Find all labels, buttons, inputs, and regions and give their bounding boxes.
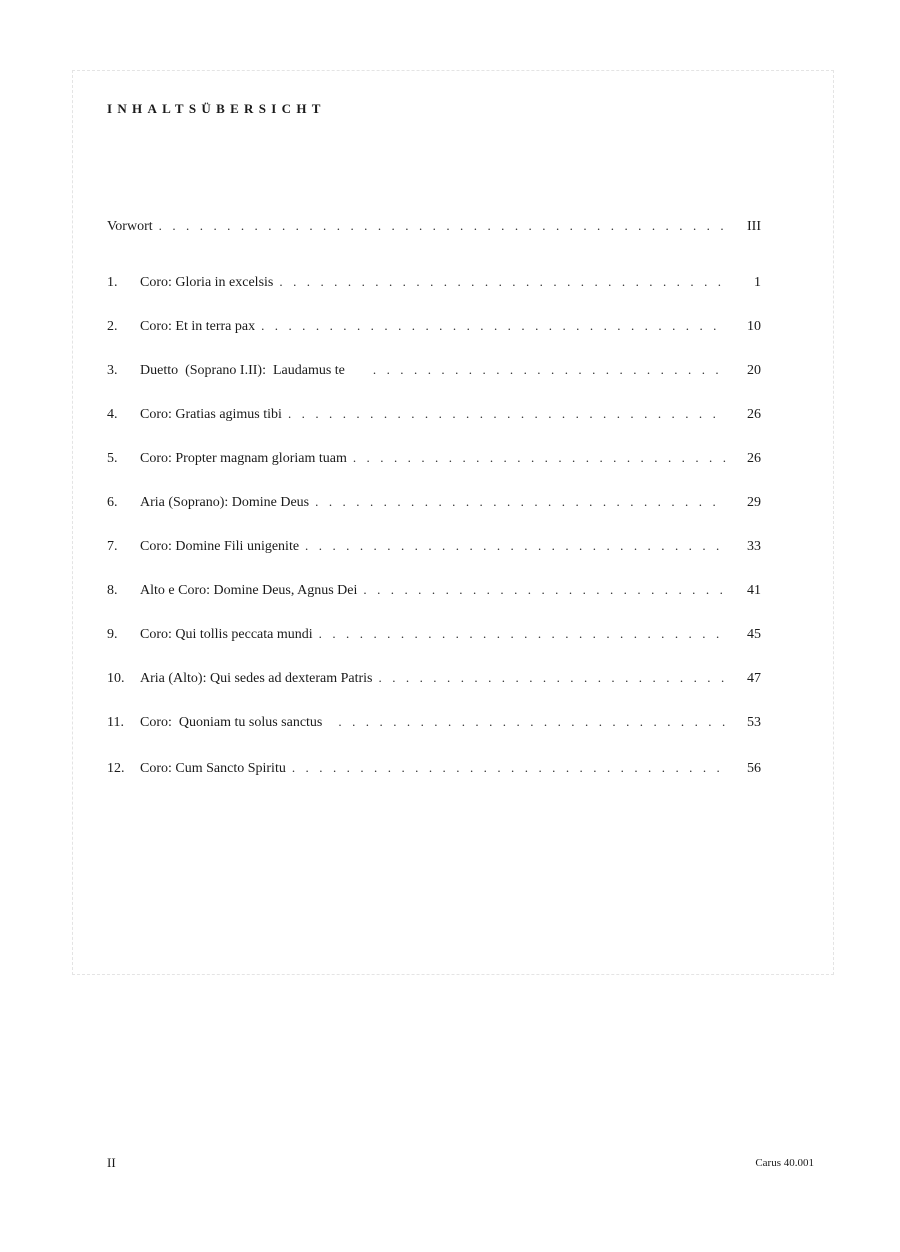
- toc-entry-number: 10.: [107, 671, 125, 686]
- toc-dot-leader: [379, 667, 728, 689]
- toc-entry-number: 1.: [107, 275, 118, 290]
- toc-dot-leader: [315, 491, 727, 513]
- toc-entry[interactable]: [107, 535, 761, 557]
- toc-entry-page: 53: [747, 715, 761, 730]
- toc-entry-title: Coro: Domine Fili unigenite: [140, 536, 305, 558]
- toc-entry[interactable]: [107, 315, 761, 337]
- toc-dot-leader: [279, 271, 727, 293]
- toc-entry-number: 11.: [107, 715, 124, 730]
- toc-entry-page: 26: [747, 407, 761, 422]
- toc-entry-number: 7.: [107, 539, 118, 554]
- toc-entry-title: Coro: Quoniam tu solus sanctus: [140, 712, 328, 734]
- toc-entry[interactable]: [107, 711, 761, 733]
- toc-entry-number: 3.: [107, 363, 118, 378]
- toc-entry-page: 33: [747, 539, 761, 554]
- toc-entry-title: Vorwort: [107, 216, 159, 238]
- toc-entry-number: 6.: [107, 495, 118, 510]
- toc-entry-page: 41: [747, 583, 761, 598]
- toc-entry-page: 26: [747, 451, 761, 466]
- toc-entry-title: Coro: Cum Sancto Spiritu: [140, 758, 292, 780]
- toc-dot-leader: [319, 623, 727, 645]
- toc-entry-number: 12.: [107, 761, 125, 776]
- toc-entry-page: 20: [747, 363, 761, 378]
- toc-dot-leader: [328, 711, 727, 733]
- toc-entry[interactable]: [107, 667, 761, 689]
- toc-entry-title: Coro: Propter magnam gloriam tuam: [140, 448, 353, 470]
- toc-entry-page: III: [747, 219, 761, 234]
- toc-entry[interactable]: [107, 271, 761, 293]
- toc-entry-title: Aria (Soprano): Domine Deus: [140, 492, 315, 514]
- toc-entry-number: 8.: [107, 583, 118, 598]
- toc-dot-leader: [305, 535, 727, 557]
- toc-entry-page: 45: [747, 627, 761, 642]
- toc-entry-number: 4.: [107, 407, 118, 422]
- toc-entry-page: 47: [747, 671, 761, 686]
- toc-dot-leader: [288, 403, 727, 425]
- page-number: II: [107, 1155, 116, 1170]
- toc-entry-number: 5.: [107, 451, 118, 466]
- catalog-number: Carus 40.001: [755, 1157, 814, 1169]
- toc-dot-leader: [351, 359, 727, 381]
- toc-entry-page: 1: [754, 275, 761, 290]
- toc-entry-title: Duetto (Soprano I.II): Laudamus te: [140, 360, 351, 382]
- toc-entry[interactable]: [107, 579, 761, 601]
- toc-dot-leader: [353, 447, 727, 469]
- toc-entry[interactable]: [107, 491, 761, 513]
- toc-entry-foreword[interactable]: [107, 215, 761, 237]
- toc-dot-leader: [261, 315, 727, 337]
- toc-entry[interactable]: [107, 623, 761, 645]
- toc-entry-title: Coro: Gloria in excelsis: [140, 272, 279, 294]
- toc-entry-title: Aria (Alto): Qui sedes ad dexteram Patris: [140, 668, 379, 690]
- toc-entry[interactable]: [107, 403, 761, 425]
- toc-entry-title: Alto e Coro: Domine Deus, Agnus Dei: [140, 580, 363, 602]
- toc-entry-page: 29: [747, 495, 761, 510]
- toc-entry-page: 10: [747, 319, 761, 334]
- page-title: INHALTSÜBERSICHT: [107, 101, 326, 116]
- toc-entry-page: 56: [747, 761, 761, 776]
- page-frame: [72, 70, 834, 975]
- toc-entry-number: 9.: [107, 627, 118, 642]
- toc-entry[interactable]: [107, 359, 761, 381]
- toc-entry[interactable]: [107, 757, 761, 779]
- toc-entry-title: Coro: Et in terra pax: [140, 316, 261, 338]
- toc-entry-title: Coro: Qui tollis peccata mundi: [140, 624, 319, 646]
- toc-dot-leader: [159, 215, 727, 237]
- toc-dot-leader: [363, 579, 727, 601]
- toc-entry[interactable]: [107, 447, 761, 469]
- toc-dot-leader: [292, 757, 727, 779]
- toc-entry-title: Coro: Gratias agimus tibi: [140, 404, 288, 426]
- toc-entry-number: 2.: [107, 319, 118, 334]
